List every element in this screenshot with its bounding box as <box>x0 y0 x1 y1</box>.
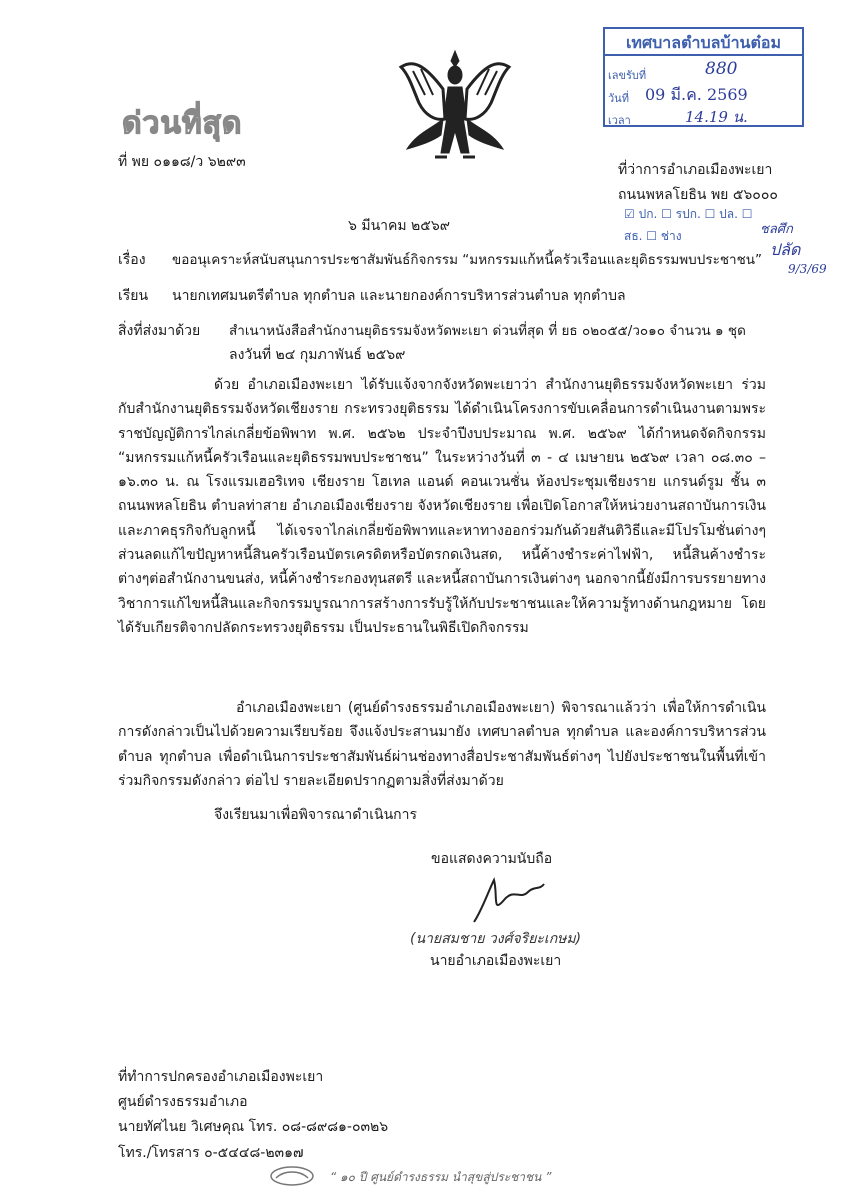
enclosure-line1: สำเนาหนังสือสำนักงานยุติธรรมจังหวัดพะเยา ด่วนที่สุด ที่ ยธ ๐๒๐๕๕/ว๐๑๐ จำนวน ๑ ชุด <box>229 323 746 339</box>
to-text: นายกเทศมนตรีตำบล ทุกตำบล และนายกองค์การบริหารส่วนตำบล ทุกตำบล <box>172 288 626 304</box>
routing-checkboxes: ☑ ปก. ☐ รปก. ☐ ปล. ☐ สธ. ☐ ช่าง <box>624 207 753 243</box>
handwritten-note-1: ชลศึก <box>760 222 793 237</box>
receive-stamp <box>603 27 804 127</box>
handwritten-note-3: 9/3/69 <box>788 262 827 276</box>
to-label: เรียน <box>118 288 149 304</box>
signer-name: (นายสมชาย วงศ์จริยะเกษม) <box>410 931 582 947</box>
enclosure-line2: ลงวันที่ ๒๔ กุมภาพันธ์ ๒๕๖๙ <box>229 347 406 363</box>
document-date: ๖ มีนาคม ๒๕๖๙ <box>348 218 451 234</box>
stamp-date-value: 09 มี.ค. 2569 <box>645 85 748 104</box>
contact-line4: โทร./โทรสาร ๐-๕๔๔๘-๒๓๑๗ <box>118 1145 304 1161</box>
subject-label: เรื่อง <box>118 252 146 268</box>
stamp-no-value: 880 <box>705 59 738 79</box>
urgent-mark: ด่วนที่สุด <box>122 106 243 141</box>
stamp-no-label: เลขรับที่ <box>608 69 647 82</box>
stamp-time-value: 14.19 น. <box>685 108 748 126</box>
garuda-emblem-icon <box>395 45 515 174</box>
stamp-time-label: เวลา <box>608 114 631 127</box>
body-paragraph-1 <box>118 373 766 640</box>
office-address-line1: ที่ว่าการอำเภอเมืองพะเยา <box>618 162 773 178</box>
subject-text: ขออนุเคราะห์สนับสนุนการประชาสัมพันธ์กิจกรรม “มหกรรมแก้หนี้ครัวเรือนและยุติธรรมพบประชาชน” <box>172 252 762 268</box>
stamp-title: เทศบาลตำบลบ้านต๋อม <box>605 31 802 56</box>
damrongdham-logo-icon <box>268 1164 316 1192</box>
body-paragraph-2 <box>118 696 766 793</box>
office-address-line2: ถนนพหลโยธิน พย ๕๖๐๐๐ <box>618 187 778 203</box>
document-number: ที่ พย ๐๑๑๘/ว ๖๒๙๓ <box>118 154 246 170</box>
body-paragraph-2-text: อำเภอเมืองพะเยา (ศูนย์ดำรงธรรมอำเภอเมืองพะเยา) พิจารณาแล้วว่า เพื่อให้การดำเนินการดังกล่าวเป็นไปด้วยความเรียบร้อย จึงแจ้งประสานมายัง เทศบาลตำบล ทุกตำบล และองค์การบริหารส่วนตำบล ทุกตำบล เพื่อดำเนินการประชาสัมพันธ์ผ่านช่องทางสื่อประชาสัมพันธ์ต่างๆ ไปยังประชาชนในพื้นที่เข้าร่วมกิจกรรมดังกล่าว ต่อไป รายละเอียดปรากฏตามสิ่งที่ส่งมาด้วย <box>118 700 766 789</box>
closing-request: จึงเรียนมาเพื่อพิจารณาดำเนินการ <box>214 807 418 823</box>
closing-salutation: ขอแสดงความนับถือ <box>431 851 553 867</box>
contact-line2: ศูนย์ดำรงธรรมอำเภอ <box>118 1094 248 1110</box>
footer-banner: “ ๑๐ ปี ศูนย์ดำรงธรรม นำสุขสู่ประชาชน ” <box>330 1170 552 1184</box>
handwritten-note-2: ปลัด <box>770 240 801 259</box>
contact-line1: ที่ทำการปกครองอำเภอเมืองพะเยา <box>118 1069 324 1085</box>
enclosure-label: สิ่งที่ส่งมาด้วย <box>118 323 201 339</box>
signer-title: นายอำเภอเมืองพะเยา <box>430 953 562 969</box>
stamp-date-label: วันที่ <box>608 92 629 105</box>
body-paragraph-1-text: ด้วย อำเภอเมืองพะเยา ได้รับแจ้งจากจังหวัดพะเยาว่า สำนักงานยุติธรรมจังหวัดพะเยา ร่วมกับสำนักงานยุติธรรมจังหวัดเชียงราย กระทรวงยุติธรรม ได้ดำเนินโครงการขับเคลื่อนการดำเนินงานตามพระราชบัญญัติการไกล่เกลี่ยข้อพิพาท พ.ศ. ๒๕๖๒ ประจำปีงบประมาณ พ.ศ. ๒๕๖๙ ได้กำหนดจัดกิจกรรม “มหกรรมแก้หนี้ครัวเรือนและยุติธรรมพบประชาชน” ในระหว่างวันที่ ๓ - ๔ เมษายน ๒๕๖๙ เวลา ๐๘.๓๐ – ๑๖.๓๐ น. ณ โรงแรมเฮอริเทจ เชียงราย โฮเทล แอนด์ คอนเวนชั่น ห้องประชุมเชียงราย แกรนด์รูม ชั้น ๓ ถนนพหลโยธิน ตำบลท่าสาย อำเภอเมืองเชียงราย จังหวัดเชียงราย เพื่อเปิดโอกาสให้หน่วยงานสถาบันการเงิน และภาคธุรกิจกับลูกหนี้ ได้เจรจาไกล่เกลี่ยข้อพิพาทและหาทางออกร่วมกันด้วยสันติวิธีและมีโปรโมชั่นต่างๆ ส่วนลดแก้ไขปัญหาหนี้สินครัวเรือนบัตรเครดิตหรือบัตรกดเงินสด, หนี้ค้างชำระค่าไฟฟ้า, หนี้สินค้างชำระต่างๆต่อสำนักงานขนส่ง, หนี้ค้างชำระกองทุนสตรี และหนี้สถาบันการเงินต่างๆ นอกจากนี้ยังมีการบรรยายทางวิชาการแก้ไขหนี้สินและกิจกรรมบูรณาการสร้างการรับรู้ให้กับประชาชนและให้ความรู้ทางด้านกฎหมาย โดยได้รับเกียรติจากปลัดกระทรวงยุติธรรม เป็นประธานในพิธีเปิดกิจกรรม <box>118 377 766 636</box>
signature-icon <box>468 870 548 934</box>
contact-line3: นายทัศไนย วิเศษคุณ โทร. ๐๘-๘๙๘๑-๐๓๒๖ <box>118 1119 389 1135</box>
